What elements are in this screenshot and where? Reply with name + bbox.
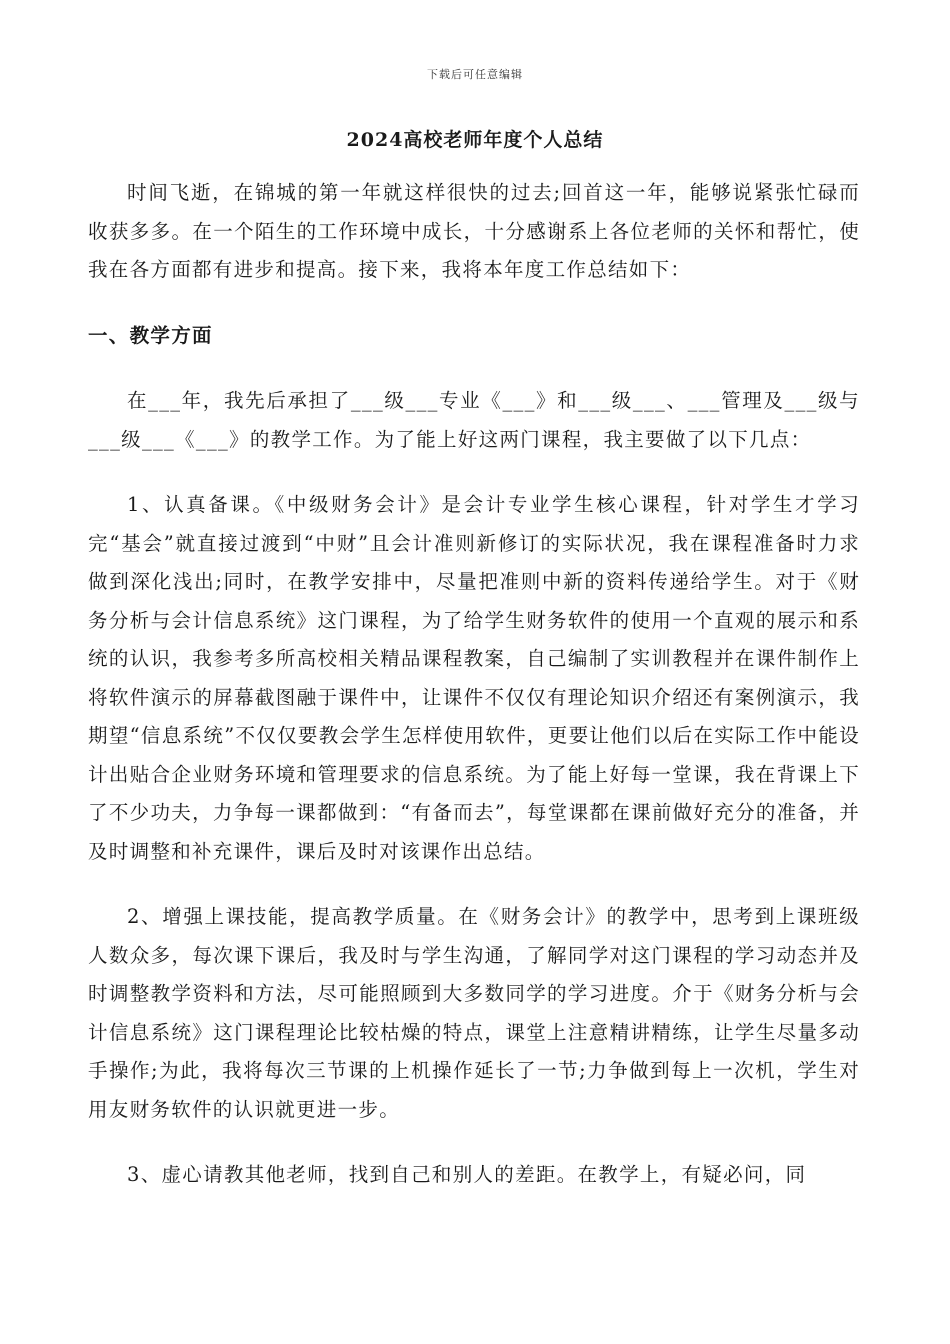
point-3-paragraph: 3、虚心请教其他老师，找到自己和别人的差距。在教学上，有疑必问，同 (127, 1163, 807, 1186)
intro-paragraph: 时间飞逝，在锦城的第一年就这样很快的过去;回首这一年，能够说紧张忙碌而收获多多。在一个陌生的工作环境中成长，十分感谢系上各位老师的关怀和帮忙，使我在各方面都有进步和提高。接下来，我将本年度工作总结如下： (88, 181, 860, 281)
document-title: 2024高校老师年度个人总结 (346, 129, 604, 151)
point-2-paragraph: 2、增强上课技能，提高教学质量。在《财务会计》的教学中，思考到上课班级人数众多，每次课下课后，我及时与学生沟通，了解同学对这门课程的学习动态并及时调整教学资料和方法，尽可能照顾到大多数同学的学习进度。介于《财务分析与会计信息系统》这门课程理论比较枯燥的特点，课堂上注意精讲精练，让学生尽量多动手操作;为此，我将每次三节课的上机操作延长了一节;力争做到每上一次机，学生对用友财务软件的认识就更进一步。 (88, 905, 860, 1121)
teaching-intro-paragraph: 在___年，我先后承担了___级___专业《___》和___级___、___管理及___级与___级___《___》的教学工作。为了能上好这两门课程，我主要做了以下几点： (88, 389, 860, 451)
point-1-paragraph: 1、认真备课。《中级财务会计》是会计专业学生核心课程，针对学生才学习完“基会”就直接过渡到“中财”且会计准则新修订的实际状况，我在课程准备时力求做到深化浅出;同时，在教学安排中，尽量把准则中新的资料传递给学生。对于《财务分析与会计信息系统》这门课程，为了给学生财务软件的使用一个直观的展示和系统的认识，我参考多所高校相关精品课程教案，自己编制了实训教程并在课件制作上将软件演示的屏幕截图融于课件中，让课件不仅仅有理论知识介绍还有案例演示，我期望“信息系统”不仅仅要教会学生怎样使用软件，更要让他们以后在实际工作中能设计出贴合企业财务环境和管理要求的信息系统。为了能上好每一堂课，我在背课上下了不少功夫，力争每一课都做到：“有备而去”，每堂课都在课前做好充分的准备，并及时调整和补充课件，课后及时对该课作出总结。 (88, 493, 860, 863)
section-heading-teaching: 一、教学方面 (88, 323, 213, 347)
header-note: 下载后可任意编辑 (427, 68, 523, 81)
document-body (88, 174, 860, 1195)
